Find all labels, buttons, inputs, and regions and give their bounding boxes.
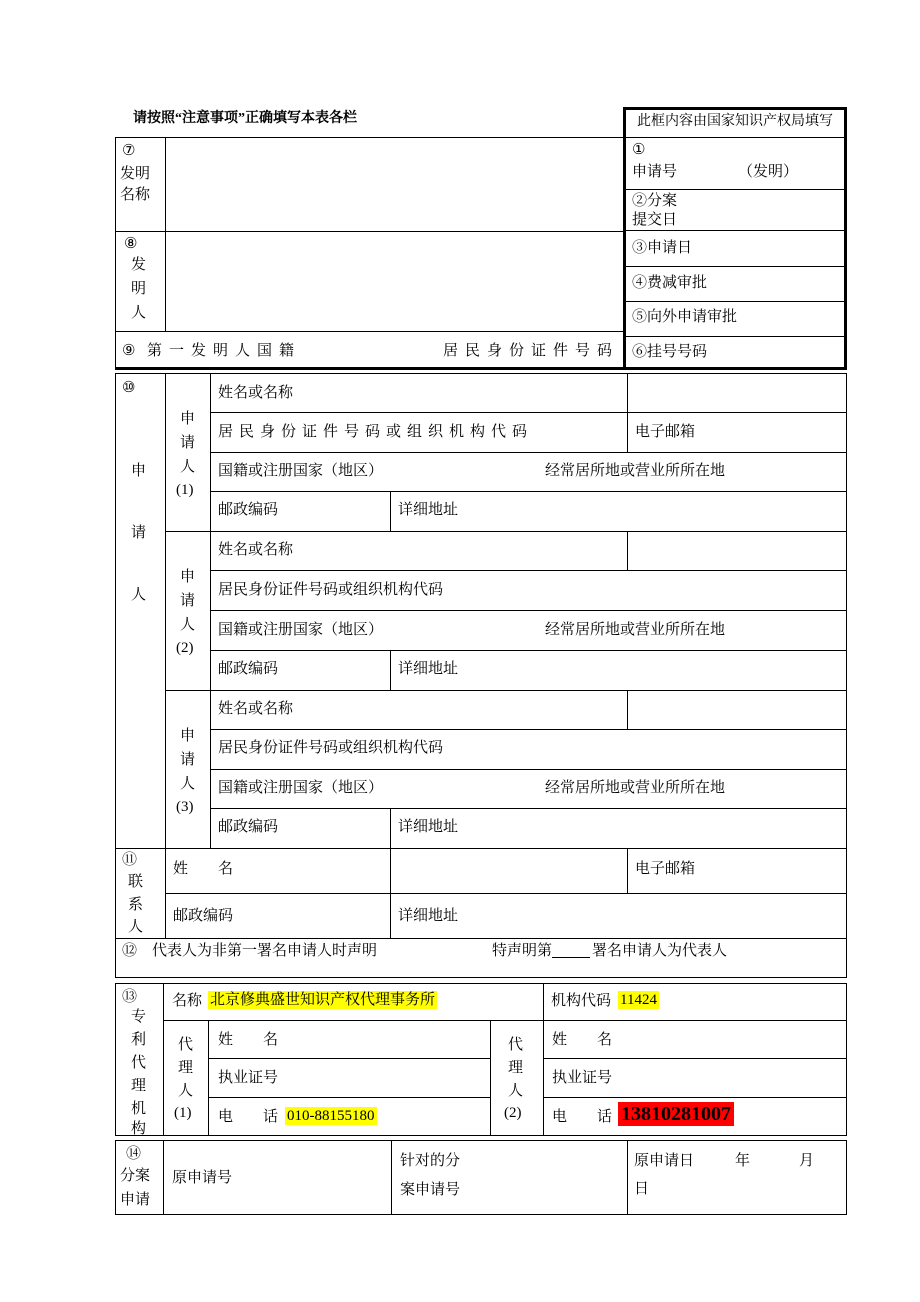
inventors-label-char: 人 bbox=[131, 305, 147, 321]
application-no-label: 申请号 bbox=[632, 164, 678, 180]
agency-code-label: 机构代码 bbox=[551, 993, 612, 1009]
agency-label-char: 代 bbox=[131, 1055, 147, 1071]
divider bbox=[210, 412, 847, 413]
agent1-sub-char: 理 bbox=[178, 1060, 194, 1076]
agent2-sub-char: 代 bbox=[508, 1037, 524, 1053]
divider bbox=[627, 1140, 628, 1215]
agency-label-char: 机 bbox=[131, 1101, 147, 1117]
applicant2-nationality-label: 国籍或注册国家（地区） bbox=[218, 622, 384, 638]
divider bbox=[490, 1020, 491, 1136]
divisional-target-label-line1: 针对的分 bbox=[400, 1153, 461, 1169]
invention-title-label-line2: 名称 bbox=[120, 187, 151, 203]
applicant2-postcode-label: 邮政编码 bbox=[218, 661, 279, 677]
applicant1-id-label: 居民身份证件号码或组织机构代码 bbox=[218, 424, 534, 440]
divider bbox=[543, 983, 544, 1136]
representative-number-blank[interactable] bbox=[552, 942, 590, 958]
agency-name-value[interactable]: 北京修典盛世知识产权代理事务所 bbox=[210, 992, 436, 1008]
applicant1-nationality-label: 国籍或注册国家（地区） bbox=[218, 463, 384, 479]
representative-num: ⑫ bbox=[122, 943, 138, 959]
divider bbox=[210, 808, 847, 809]
applicant1-postcode-label: 邮政编码 bbox=[218, 502, 279, 518]
contact-label-char: 系 bbox=[128, 897, 144, 913]
divider bbox=[626, 266, 844, 267]
divider bbox=[210, 570, 847, 571]
applicant1-sub-num: (1) bbox=[176, 482, 194, 498]
first-inventor-id-label: 居民身份证件号码 bbox=[443, 343, 620, 359]
divider bbox=[208, 1020, 209, 1136]
applicants-num: ⑩ bbox=[122, 380, 136, 396]
applicant3-residence-label: 经常居所地或营业所所在地 bbox=[545, 780, 726, 796]
representative-declaration-suffix: 署名申请人为代表人 bbox=[592, 943, 728, 959]
applicant2-id-label: 居民身份证件号码或组织机构代码 bbox=[218, 582, 444, 598]
applicant2-sub-char: 人 bbox=[180, 617, 196, 633]
agent1-phone-label: 电 话 bbox=[218, 1109, 279, 1125]
divisional-day-label: 日 bbox=[634, 1181, 650, 1197]
contact-label-char: 联 bbox=[128, 874, 144, 890]
agent1-license-label: 执业证号 bbox=[218, 1070, 279, 1086]
registered-no-label: ⑥挂号号码 bbox=[632, 344, 708, 360]
agency-label-char: 专 bbox=[131, 1009, 147, 1025]
divider bbox=[210, 769, 847, 770]
divider bbox=[391, 1140, 392, 1215]
applicant1-address-label: 详细地址 bbox=[398, 502, 459, 518]
applicant1-name-label: 姓名或名称 bbox=[218, 385, 294, 401]
divider bbox=[626, 137, 844, 138]
divider bbox=[115, 938, 847, 939]
divisional-num: ⑭ bbox=[126, 1146, 142, 1162]
contact-name-label: 姓 名 bbox=[173, 861, 234, 877]
divisional-label-line2: 申请 bbox=[120, 1192, 151, 1208]
agency-label-char: 构 bbox=[131, 1121, 147, 1137]
agent2-sub-char: 人 bbox=[508, 1083, 524, 1099]
divider bbox=[163, 1020, 847, 1021]
applicant3-name-label: 姓名或名称 bbox=[218, 701, 294, 717]
applicant1-sub-char: 人 bbox=[180, 459, 196, 475]
agent2-license-label: 执业证号 bbox=[552, 1070, 613, 1086]
applicants-label-char: 请 bbox=[131, 525, 147, 541]
first-inventor-nationality-value-cell[interactable] bbox=[290, 337, 435, 365]
foreign-filing-label: ⑤向外申请审批 bbox=[632, 309, 738, 325]
applicant3-postcode-label: 邮政编码 bbox=[218, 819, 279, 835]
agency-num: ⑬ bbox=[122, 989, 138, 1005]
divisional-original-date-label: 原申请日 bbox=[634, 1153, 695, 1169]
divider bbox=[543, 1097, 847, 1098]
divider bbox=[163, 1140, 164, 1215]
applicant1-residence-label: 经常居所地或营业所所在地 bbox=[545, 463, 726, 479]
applicant2-address-label: 详细地址 bbox=[398, 661, 459, 677]
applicant3-sub-char: 请 bbox=[180, 752, 196, 768]
applicant1-extra-cell[interactable] bbox=[628, 374, 846, 411]
contact-email-label: 电子邮箱 bbox=[635, 861, 696, 877]
applicant3-extra-cell[interactable] bbox=[628, 691, 846, 728]
applicant2-sub-num: (2) bbox=[176, 640, 194, 656]
divider bbox=[210, 729, 847, 730]
divider bbox=[626, 301, 844, 302]
invention-title-value-cell[interactable] bbox=[166, 138, 622, 230]
section-divider-thick bbox=[115, 367, 847, 370]
agency-label-char: 理 bbox=[131, 1078, 147, 1094]
inventors-num: ⑧ bbox=[124, 236, 138, 252]
representative-statement: 代表人为非第一署名申请人时声明 bbox=[152, 943, 378, 959]
agent2-phone-label: 电 话 bbox=[552, 1109, 613, 1125]
divider bbox=[165, 893, 847, 894]
inventors-label-char: 明 bbox=[131, 281, 147, 297]
applicants-label-char: 人 bbox=[131, 587, 147, 603]
divider bbox=[165, 373, 166, 938]
divider bbox=[115, 331, 623, 332]
agent2-sub-num: (2) bbox=[504, 1105, 522, 1121]
applicants-label-char: 申 bbox=[131, 463, 147, 479]
contact-middle-cell[interactable] bbox=[391, 849, 626, 892]
agent2-name-label: 姓 名 bbox=[552, 1032, 613, 1048]
divider bbox=[208, 1058, 490, 1059]
agency-name-label: 名称 bbox=[172, 993, 203, 1009]
representative-declaration-prefix: 特声明第 bbox=[492, 943, 553, 959]
applicant2-residence-label: 经常居所地或营业所所在地 bbox=[545, 622, 726, 638]
inventors-value-cell[interactable] bbox=[166, 232, 622, 330]
applicant2-sub-char: 请 bbox=[180, 593, 196, 609]
applicant3-sub-char: 申 bbox=[180, 728, 196, 744]
divider bbox=[163, 983, 164, 1136]
form-instruction: 请按照“注意事项”正确填写本表各栏 bbox=[133, 111, 357, 126]
contact-label-char: 人 bbox=[128, 919, 144, 935]
agent2-phone-value[interactable]: 13810281007 bbox=[618, 1102, 734, 1126]
applicant3-sub-char: 人 bbox=[180, 776, 196, 792]
applicant2-name-label: 姓名或名称 bbox=[218, 542, 294, 558]
first-inventor-nationality-label: 第一发明人国籍 bbox=[147, 343, 302, 359]
agent1-phone-value[interactable]: 010-88155180 bbox=[287, 1108, 375, 1124]
applicant2-sub-char: 申 bbox=[180, 569, 196, 585]
applicant1-sub-char: 申 bbox=[180, 411, 196, 427]
agent1-sub-num: (1) bbox=[174, 1105, 192, 1121]
contact-num: ⑪ bbox=[122, 852, 138, 868]
divider bbox=[210, 610, 847, 611]
office-box-title: 此框内容由国家知识产权局填写 bbox=[637, 114, 833, 129]
divider bbox=[390, 491, 391, 531]
applicant3-address-label: 详细地址 bbox=[398, 819, 459, 835]
divisional-year-label: 年 bbox=[735, 1153, 751, 1169]
divider bbox=[210, 491, 847, 492]
divider bbox=[627, 848, 628, 893]
applicant1-email-label: 电子邮箱 bbox=[635, 424, 696, 440]
division-date-label-line1: ②分案 bbox=[632, 193, 678, 209]
invention-title-label-line1: 发明 bbox=[120, 166, 151, 182]
divisional-month-label: 月 bbox=[799, 1153, 815, 1169]
divider bbox=[626, 230, 844, 231]
first-inventor-num: ⑨ bbox=[122, 343, 136, 359]
agency-label-char: 利 bbox=[131, 1032, 147, 1048]
divider bbox=[210, 650, 847, 651]
divisional-target-label-line2: 案申请号 bbox=[400, 1182, 461, 1198]
contact-address-label: 详细地址 bbox=[398, 908, 459, 924]
division-date-label-line2: 提交日 bbox=[632, 212, 678, 228]
divider bbox=[208, 1097, 490, 1098]
applicant1-sub-char: 请 bbox=[180, 435, 196, 451]
divisional-label-line1: 分案 bbox=[120, 1168, 151, 1184]
divisional-original-no-label: 原申请号 bbox=[172, 1170, 233, 1186]
invention-title-num: ⑦ bbox=[122, 143, 136, 159]
agent1-sub-char: 人 bbox=[178, 1083, 194, 1099]
divider bbox=[626, 336, 844, 337]
applicant3-id-label: 居民身份证件号码或组织机构代码 bbox=[218, 740, 444, 756]
divider bbox=[390, 650, 391, 690]
applicant3-sub-num: (3) bbox=[176, 799, 194, 815]
divider bbox=[543, 1058, 847, 1059]
application-no-num: ① bbox=[632, 142, 646, 158]
filing-date-label: ③申请日 bbox=[632, 240, 693, 256]
applicant2-extra-cell[interactable] bbox=[628, 532, 846, 569]
application-no-suffix: （发明） bbox=[738, 164, 799, 180]
divider bbox=[626, 189, 844, 190]
inventors-label-char: 发 bbox=[131, 257, 147, 273]
agency-code-value[interactable]: 11424 bbox=[620, 992, 657, 1008]
agent1-name-label: 姓 名 bbox=[218, 1032, 279, 1048]
agent1-sub-char: 代 bbox=[178, 1037, 194, 1053]
agent2-sub-char: 理 bbox=[508, 1060, 524, 1076]
contact-postcode-label: 邮政编码 bbox=[173, 908, 234, 924]
fee-reduction-label: ④费减审批 bbox=[632, 275, 708, 291]
applicant3-nationality-label: 国籍或注册国家（地区） bbox=[218, 780, 384, 796]
divider bbox=[210, 452, 847, 453]
